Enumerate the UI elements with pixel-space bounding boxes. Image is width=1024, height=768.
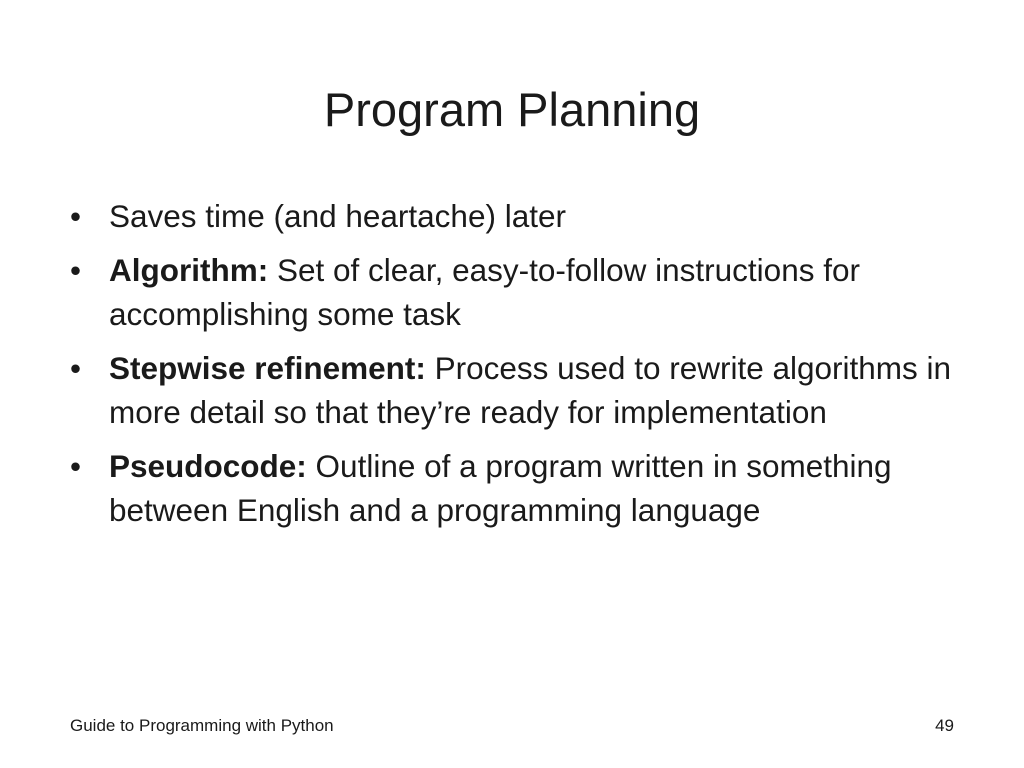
bullet-icon: • — [70, 252, 82, 288]
bullet-term: Pseudocode: — [109, 448, 307, 484]
bullet-list — [70, 194, 960, 542]
bullet-item-algorithm — [70, 248, 960, 336]
bullet-item-stepwise-refinement — [70, 346, 960, 434]
page-number: 49 — [935, 716, 954, 735]
bullet-text: Set of clear, easy-to-follow instructions for accomplishing some task — [109, 252, 860, 332]
bullet-icon: • — [70, 448, 82, 484]
bullet-term: Stepwise refinement: — [109, 350, 426, 386]
bullet-text: Saves time (and heartache) later — [109, 198, 566, 234]
bullet-text: Outline of a program written in something between English and a programming language — [109, 448, 892, 528]
footer-source: Guide to Programming with Python — [70, 716, 334, 735]
bullet-icon: • — [70, 350, 82, 386]
bullet-icon: • — [70, 198, 82, 234]
bullet-item-saves-time — [70, 194, 960, 238]
bullet-item-pseudocode — [70, 444, 960, 532]
bullet-text: Process used to rewrite algorithms in more detail so that they’re ready for implementation — [109, 350, 952, 430]
bullet-term: Algorithm: — [109, 252, 269, 288]
slide-title: Program Planning — [323, 83, 701, 136]
